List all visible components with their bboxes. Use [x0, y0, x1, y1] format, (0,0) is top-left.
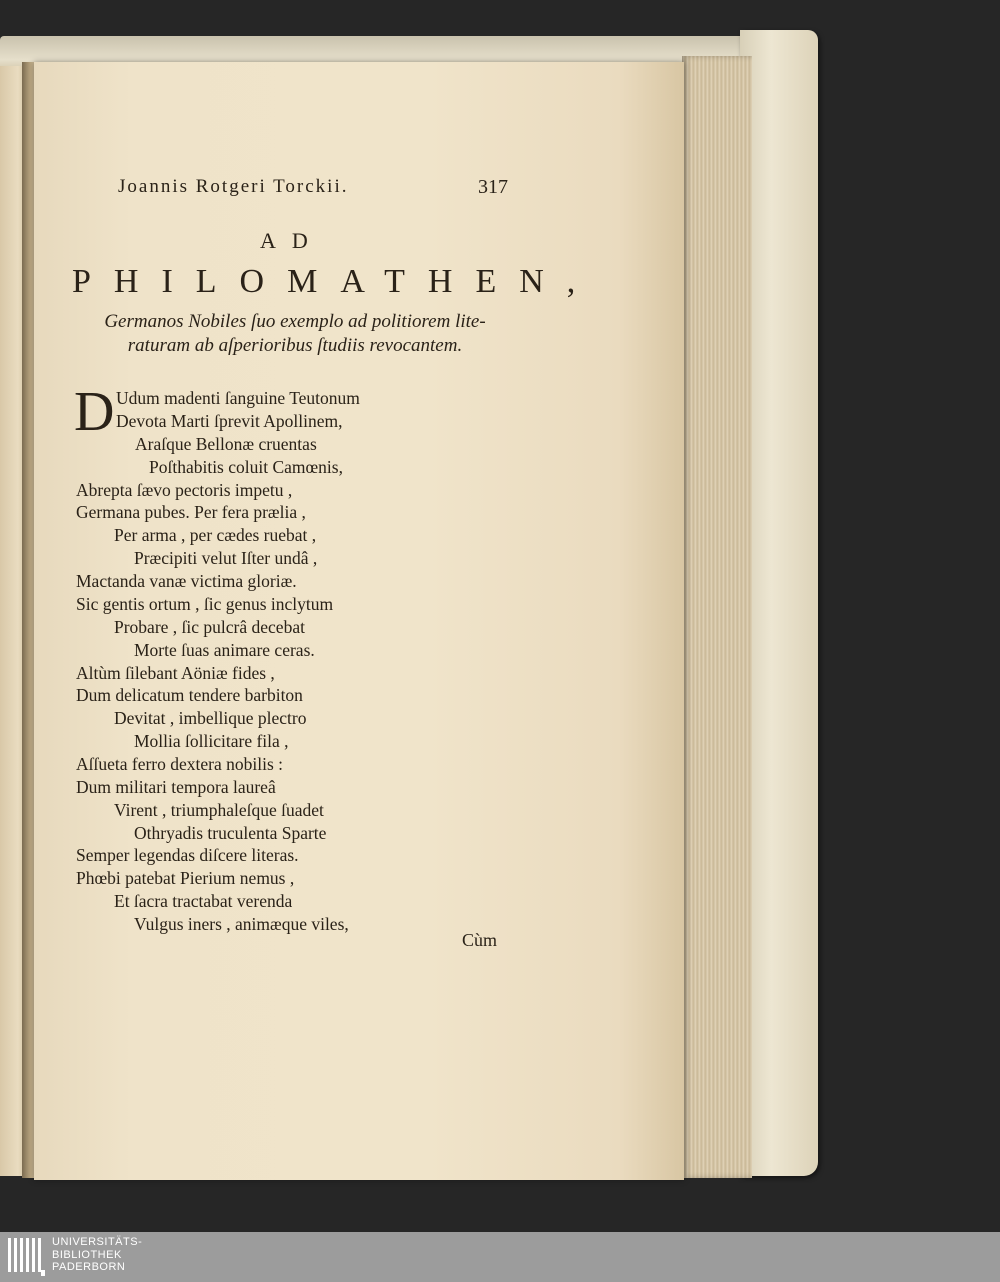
logo-line-1: UNIVERSITÄTS-	[52, 1236, 143, 1248]
verse-line-21: Semper legendas diſcere literas.	[76, 845, 299, 865]
verse-line-9: Mactanda vanæ victima gloriæ.	[76, 571, 297, 591]
verse-line-20: Othryadis truculenta Sparte	[134, 823, 327, 843]
library-logo-icon	[6, 1234, 46, 1278]
verse-line-2: Devota Marti ſprevit Apollinem,	[116, 411, 343, 431]
verse-line-16: Mollia ſollicitare fila ,	[134, 731, 289, 751]
running-head: Joannis Rotgeri Torckii.	[118, 176, 349, 197]
logo-line-3: PADERBORN	[52, 1261, 126, 1273]
heading-ad: AD	[260, 228, 324, 253]
subtitle-line-2: raturam ab aſperioribus ſtudiis revocantem.	[127, 335, 463, 356]
poem-subtitle	[80, 310, 510, 358]
verse-line-11: Probare , ſic pulcrâ decebat	[114, 617, 305, 637]
verse-line-4: Poſthabitis coluit Camœnis,	[149, 457, 343, 477]
logo-line-2: BIBLIOTHEK	[52, 1248, 122, 1261]
drop-cap: D	[74, 381, 115, 443]
verse-line-5: Abrepta ſævo pectoris impetu ,	[76, 480, 293, 500]
verse-line-23: Et ſacra tractabat verenda	[114, 891, 293, 911]
catchword: Cùm	[462, 930, 498, 950]
verse-line-10: Sic gentis ortum , ſic genus inclytum	[76, 594, 334, 614]
verse-line-22: Phœbi patebat Pierium nemus ,	[76, 868, 295, 888]
verse-line-24: Vulgus iners , animæque viles,	[134, 914, 349, 934]
verse-line-19: Virent , triumphaleſque ſuadet	[114, 800, 324, 820]
verse-line-14: Dum delicatum tendere barbiton	[76, 685, 303, 705]
library-logo-text	[52, 1236, 142, 1274]
verse-line-17: Aſſueta ferro dextera nobilis :	[76, 754, 284, 774]
verse-line-7: Per arma , per cædes ruebat ,	[114, 525, 317, 545]
subtitle-line-1: Germanos Nobiles ſuo exemplo ad politiorem lite-	[104, 311, 486, 332]
verse-line-13: Altùm ſilebant Aöniæ fides ,	[76, 663, 275, 683]
verse-line-12: Morte ſuas animare ceras.	[134, 640, 315, 660]
verse-line-15: Devitat , imbellique plectro	[114, 708, 307, 728]
verse-line-6: Germana pubes. Per fera prælia ,	[76, 502, 306, 522]
verse-line-18: Dum militari tempora laureâ	[76, 777, 276, 797]
heading-main: PHILOMATHEN,	[72, 263, 599, 300]
footer-bar	[0, 1232, 1000, 1282]
page-edges	[682, 56, 752, 1178]
verse-line-1: Udum madenti ſanguine Teutonum	[116, 388, 360, 408]
verse-line-3: Araſque Bellonæ cruentas	[135, 434, 317, 454]
verse-line-8: Præcipiti velut Iſter undâ ,	[134, 548, 318, 568]
page-number: 317	[478, 176, 508, 198]
